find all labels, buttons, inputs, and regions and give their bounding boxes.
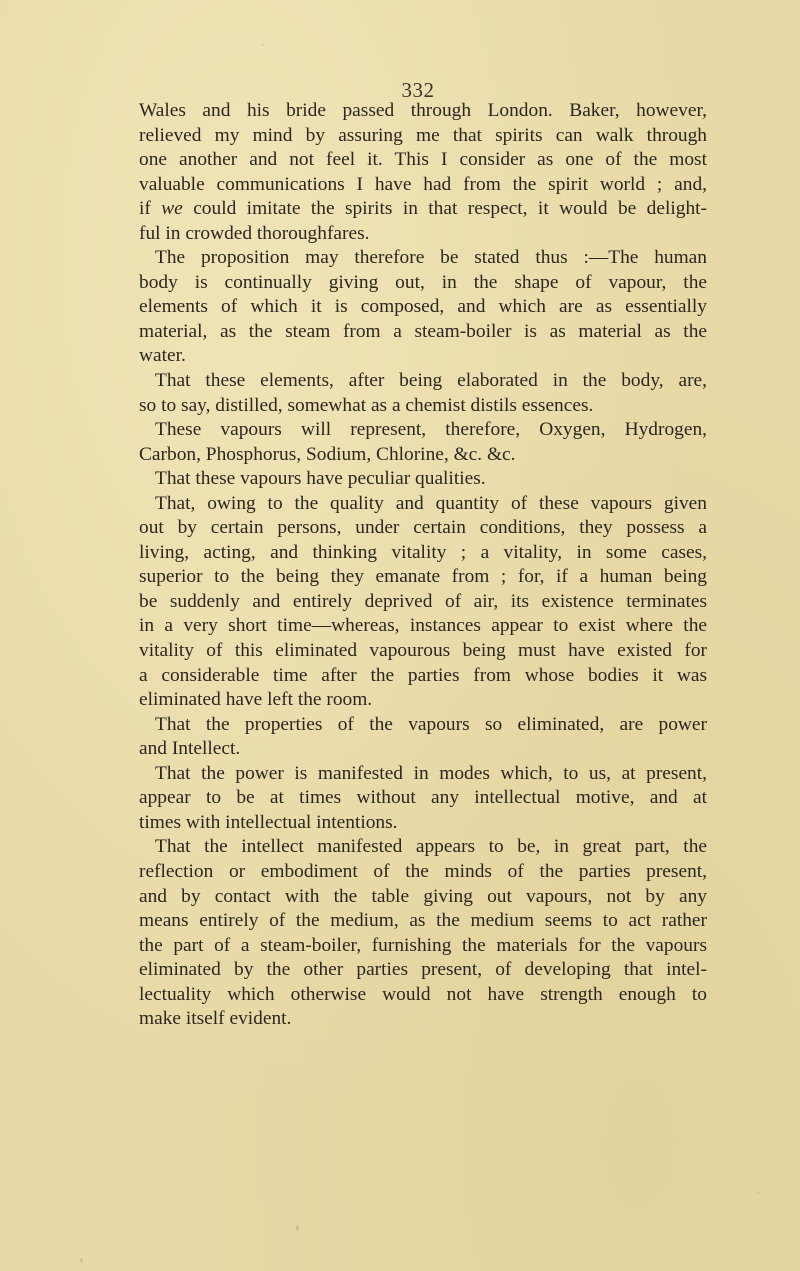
- paper-speck: [262, 44, 264, 46]
- paragraph-end-line: eliminated have left the room.: [139, 689, 373, 711]
- text-line: in a very short time—whereas, instances appear to exist where the: [139, 615, 707, 637]
- text-line: These vapours will represent, therefore, Oxygen, Hydrogen,: [155, 419, 707, 441]
- text-line: reflection or embodiment of the minds of the parties present,: [139, 860, 707, 882]
- text-line: Wales and his bride passed through London. Baker, however,: [139, 100, 707, 121]
- text-line: material, as the steam from a steam-boiler is as material as the: [139, 320, 707, 342]
- text-segment: could imitate the spirits in that respect, it would be delight-: [182, 198, 707, 220]
- text-line: [139, 197, 707, 222]
- paragraph-end-line: That these vapours have peculiar qualities.: [155, 468, 486, 490]
- text-line: That these elements, after being elaborated in the body, are,: [155, 370, 707, 392]
- text-line: valuable communications I have had from the spirit world ; and,: [139, 173, 707, 195]
- text-line: The proposition may therefore be stated thus :—The human: [155, 247, 707, 269]
- text-line: That the power is manifested in modes which, to us, at present,: [155, 762, 707, 784]
- page-number: 332: [401, 78, 435, 102]
- text-segment: if: [139, 198, 162, 220]
- paragraph-end-line: and Intellect.: [139, 738, 241, 760]
- paragraph-end-line: ful in crowded thoroughfares.: [139, 222, 370, 244]
- paragraph-end-line: water.: [139, 345, 186, 367]
- paper-speck: [296, 1225, 299, 1231]
- text-line: out by certain persons, under certain conditions, they possess a: [139, 517, 707, 539]
- italic-word: we: [161, 198, 183, 220]
- paper-speck: [80, 1258, 83, 1263]
- text-line: living, acting, and thinking vitality ; a vitality, in some cases,: [139, 541, 707, 563]
- paragraph-end-line: make itself evident.: [139, 1008, 292, 1030]
- paragraph-end-line: times with intellectual intentions.: [139, 811, 398, 833]
- text-line: elements of which it is composed, and which are as essentially: [139, 296, 707, 318]
- text-line: means entirely of the medium, as the medium seems to act rather: [139, 910, 707, 932]
- text-line: body is continually giving out, in the shape of vapour, the: [139, 271, 707, 293]
- text-line: vitality of this eliminated vapourous being must have existed for: [139, 640, 707, 662]
- text-line: a considerable time after the parties from whose bodies it was: [139, 664, 707, 686]
- paper-speck: [757, 1192, 759, 1194]
- text-line: relieved my mind by assuring me that spirits can walk through: [139, 124, 707, 146]
- text-line: appear to be at times without any intellectual motive, and at: [139, 787, 707, 809]
- text-line: superior to the being they emanate from ; for, if a human being: [139, 566, 707, 588]
- text-line: eliminated by the other parties present, of developing that intel-: [139, 959, 707, 981]
- text-line: the part of a steam-boiler, furnishing the materials for the vapours: [139, 934, 707, 956]
- body-text: [139, 99, 707, 1032]
- text-line: That the intellect manifested appears to be, in great part, the: [155, 836, 707, 858]
- paragraph-end-line: Carbon, Phosphorus, Sodium, Chlorine, &c. &c.: [139, 443, 516, 465]
- text-line: one another and not feel it. This I consider as one of the most: [139, 149, 707, 171]
- text-line: That the properties of the vapours so eliminated, are power: [155, 713, 707, 735]
- text-line: That, owing to the quality and quantity of these vapours given: [155, 492, 707, 514]
- text-line: be suddenly and entirely deprived of air, its existence terminates: [139, 590, 707, 612]
- paragraph-end-line: so to say, distilled, somewhat as a chemist distils essences.: [139, 394, 594, 416]
- text-line: and by contact with the table giving out vapours, not by any: [139, 885, 707, 907]
- text-line: lectuality which otherwise would not have strength enough to: [139, 983, 707, 1005]
